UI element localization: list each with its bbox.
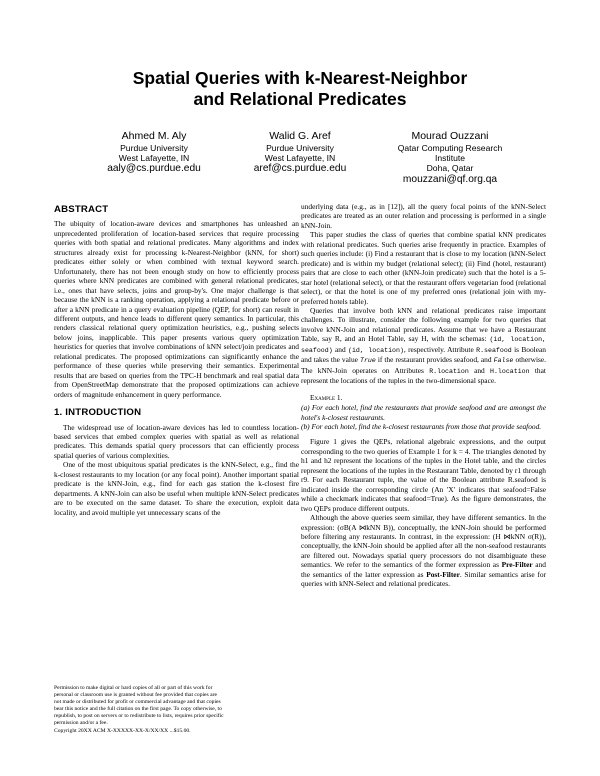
p3-text-a: Queries that involve both kNN and relational predicates raise important challenges. To illustrate, consider the following example for two queries that involve kNN-Join and relational predicates. Assume that we have a Restaurant Table, say R, and an Hotel Table, say H, with the schemas: [301,305,546,344]
val-false: False [493,357,514,365]
example-a: (a) For each hotel, find the restaurants that provide seafood and are amongst the hotel's k-closest restaurants. [301,403,546,422]
attr-h-location: H.location [490,367,530,375]
p3-text-c: is Boolean and takes the value [301,344,546,365]
right-paragraph-1: underlying data (e.g., as in [12]), all the query focal points of the kNN-Select predicates are treated as an outer relation and processing is performed in a single kNN-Join. [301,202,546,230]
author-email: mouzzani@qf.org.qa [402,173,498,185]
author-affiliation: Purdue University [120,143,188,153]
restaurant-schema: (id, location, seafood) [301,336,546,354]
footnote-line: not made or distributed for profit or commercial advantage and that copies [54,699,221,706]
right-paragraph-5 [301,513,546,589]
example-body [301,403,546,431]
paper-title [0,68,600,110]
attr-r-location: R.location [429,367,469,375]
p3-text-b: , respectively. Attribute [403,344,474,354]
p5-text-c: and the semantics of the latter expression as [301,560,546,579]
pre-filter-term: Pre-Filter [501,560,533,570]
p5-text-b: B(A ⋈kNN B)), conceptually, the kNN-Join should be performed before filtering any restaurants. In contrast, in the expression: (H ⋈kNN σ(R)), conceptually, the kNN-Join should be applied after all the non-seafood restaurants are filtered out. Nowadays spatial query processors do not disambiguate these semantics. We refer to the semantics of the former expression as [301,522,546,570]
author-email: aaly@cs.purdue.edu [107,163,201,175]
author-location: Doha, Qatar [426,163,474,174]
title-line-2: and Relational Predicates [193,89,407,109]
right-paragraph-2: This paper studies the class of queries that combine spatial kNN predicates with relational predicates. Such queries arise frequently in practice. Examples of such queries include: (i) Find a restaurant that is close to my location (kNN-Select predicate) and is within my budget (relational select); (ii) Find (hotel, restaurant) pairs that are close to each other (kNN-Join predicate) such that the hotel is a 5-star hotel (relational select), or that the restaurant offers vegetarian food (relational select), or that the hotel is one of my preferred ones (relational join with my-preferred hotels table). [301,230,546,306]
author-email: aref@cs.purdue.edu [253,163,347,175]
example-label: Example 1. [310,392,343,402]
author-2 [215,130,385,175]
left-column [54,205,299,517]
p5-text-d: . Similar semantics arise for queries with kNN-Select and relational predicates. [301,569,546,589]
introduction-heading: 1. INTRODUCTION [54,407,142,419]
footnote-line: Permission to make digital or hard copies of all or part of this work for [54,685,213,691]
p3-and: and [335,344,346,354]
p3-text-e: otherwise. The kNN-Join operates on Attributes [301,355,547,375]
author-affiliation: Purdue University [266,143,334,153]
example-b: (b) For each hotel, find the k-closest restaurants from those that provide seafood. [301,421,542,431]
copyright-footnote [54,685,274,735]
footnote-line: permission and/or a fee. [54,720,108,727]
author-block [0,130,600,190]
author-affiliation-line-2: Institute [434,153,466,164]
title-line-1: Spatial Queries with k-Nearest-Neighbor [132,68,468,88]
right-column [301,202,546,589]
footnote-line: republish, to post on servers or to redistribute to lists, requires prior specific [54,713,224,720]
footnote-line: bear this notice and the full citation on the first page. To copy otherwise, to [54,706,222,713]
val-true: True [359,357,376,365]
author-name: Mourad Ouzzani [411,130,489,142]
author-1 [69,130,239,175]
intro-paragraph-2: One of the most ubiquitous spatial predicates is the kNN-Select, e.g., find the k-closest restaurants to my location (or any focal point). Another important spatial predicate is the kNN-Join, e.g., find for each gas station the k-closest fire departments. A kNN-Join can also be useful when multiple kNN-Select predicates are to be executed on the same dataset. To share the execution, exploit data locality, and avoid multiple yet unnecessary scans of the [54,460,299,517]
author-location: West Lafayette, IN [264,153,336,164]
abstract-heading: ABSTRACT [54,204,109,215]
hotel-schema: (id, location) [348,346,404,354]
post-filter-term: Post-Filter [426,569,460,579]
author-name: Ahmed M. Aly [121,130,187,142]
footnote-line: Copyright 20XX ACM X-XXXXX-XX-X/XX/XX ...$15.00. [54,727,191,734]
intro-paragraph-1: The widespread use of location-aware devices has led to countless location-based services that embed complex queries with spatial as well as relational predicates. This demands spatial query processors that can efficiently process spatial queries of various complexities. [54,422,299,460]
footnote-line: personal or classroom use is granted without fee provided that copies are [54,692,217,699]
right-paragraph-3 [301,306,546,386]
author-name: Walid G. Aref [269,130,331,142]
p3-text-d: if the restaurant provides seafood, and [377,355,492,365]
author-affiliation-line-1: Qatar Computing Research [397,143,503,153]
p3-text-f: and [474,365,485,375]
author-location: West Lafayette, IN [118,153,190,164]
p5-text-a: Although the above queries seem similar, they have different semantics. In the expression: (σ [301,513,546,532]
author-3 [365,130,535,186]
attr-seafood: R.seafood [476,346,512,354]
abstract-text: The ubiquity of location-aware devices and smartphones has unleashed an unprecedented proliferation of location-based services that require processing queries with both spatial and relational predicates. Many algorithms and index structures already exist for processing k-Nearest-Neighbor (kNN, for short) predicates either solely or when combined with textual keyword search. Unfortunately, there has not been enough study on how to efficiently process queries where kNN predicates are combined with general relational predicates, i.e., ones that have selects, joins and group-by's. One major challenge is that because the kNN is a ranking operation, applying a relational predicate before or after a kNN predicate in a query evaluation pipeline (QEP, for short) can result in different outputs, and hence leads to different query semantics. In particular, this renders classical relational query optimization heuristics, e.g., pushing selects below joins, inapplicable. This paper presents various query optimization heuristics for queries that involve combinations of kNN select/join predicates and relational predicates. The proposed optimizations can significantly enhance the performance of these queries while preserving their semantics. Experimental results that are based on queries from the TPC-H benchmark and real spatial data from OpenStreetMap demonstrate that the proposed optimizations can achieve orders of magnitude enhancement in query performance. [54,219,299,399]
p3-text-g: that represent the locations of the tuples in the two-dimensional space. [301,365,546,386]
right-paragraph-4: Figure 1 gives the QEPs, relational algebraic expressions, and the output corresponding to the two queries of Example 1 for k = 4. The triangles denoted by h1 and h2 represent the locations of the tuples in the Hotel table, and the circles represent the locations of the tuples in the Restaurant Table, denoted by r1 through r9. For each Restaurant tuple, the value of the Boolean attribute R.seafood is indicated inside the corresponding circle (An 'X' indicates that seafood=False while a checkmark indicates that seafood=True). As the figure demonstrates, the two QEPs produce different outputs. [301,437,546,513]
